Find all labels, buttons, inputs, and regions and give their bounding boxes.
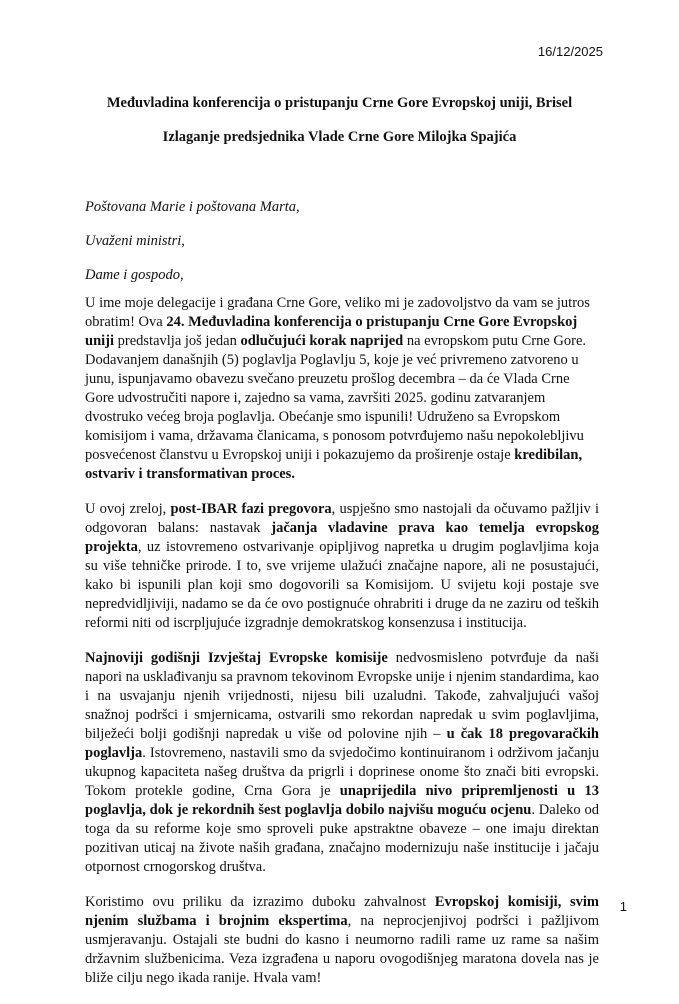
salutation-1: Poštovana Marie i poštovana Marta,	[85, 199, 300, 215]
text-run: , uspješno smo nastojali da očuvamo pažljiv i odgovoran balans: nastavak	[85, 501, 599, 536]
paragraph	[85, 893, 599, 988]
text-run: Koristimo ovu priliku da izrazimo duboku zahvalnost	[85, 894, 435, 910]
bold-text: kredibilan, ostvariv i transformativan proces.	[85, 447, 583, 482]
bold-text: Najnoviji godišnji Izvještaj Evropske komisije	[85, 650, 388, 666]
bold-text: jačanja vladavine prava kao temelja evropskog projekta	[85, 520, 599, 555]
text-run: na evropskom putu Crne Gore. Dodavanjem današnjih (5) poglavlja Poglavlju 5, koje je već privremeno zatvoreno u junu, ispunjavamo obavezu svečano preuzetu prošlog decembra – da će Vlada Crne Gore udvostručiti napore i, zajedno sa vama, završiti 2025. godinu zatvaranjem dvostruko većeg broja poglavlja. Obećanje smo ispunili! Udruženo sa Evropskom komisijom i vama, državama članicama, s ponosom potvrđujemo našu nepokolebljivu posvećenost članstvu u Evropskoj uniji i pokazujemo da proširenje ostaje	[85, 333, 587, 463]
text-run: U ovoj zreloj,	[85, 501, 171, 517]
document-title: Međuvladina konferencija o pristupanju Crne Gore Evropskoj uniji, Brisel	[106, 95, 573, 111]
bold-text: 24. Međuvladina konferencija o pristupanju Crne Gore Evropskoj uniji	[85, 314, 578, 349]
bold-text: odlučujući korak naprijed	[240, 333, 404, 349]
document-body	[85, 294, 599, 1004]
text-run: . Daleko od toga da su reforme koje smo sproveli puke apstraktne obaveze – one imaju direktan pozitivan uticaj na živote naših građana, značajno modernizuju naše institucije i jačaju otpornost crnogorskog društva.	[85, 802, 599, 875]
text-run: predstavlja još jedan	[114, 333, 241, 349]
text-run: . Istovremeno, nastavili smo da svjedočimo kontinuiranom i održivom jačanju ukupnog kapaciteta našeg društva da prigrli i doprinese onome što znači biti evropski. Tokom protekle godine, Crna Gora je	[85, 745, 599, 799]
salutation-3: Dame i gospodo,	[85, 267, 184, 283]
bold-text: post-IBAR fazi pregovora	[170, 501, 332, 517]
text-run: U ime moje delegacije i građana Crne Gore, veliko mi je zadovoljstvo da vam se jutros obratim! Ova	[85, 295, 590, 330]
page-number: 1	[619, 899, 627, 914]
text-run: nedvosmisleno potvrđuje da naši napori na usklađivanju sa pravnom tekovinom Evropske unije i njenim standardima, kao i na usvajanju njenih vrijednosti, nijesu bili uzaludni. Takođe, zahvaljujući vašoj snažnoj podršci i smjernicama, ostvarili smo rekordan napredak u svim poglavljima, bilježeći bolji godišnji napredak u više od polovine njih –	[85, 650, 599, 742]
document-date: 16/12/2025	[537, 44, 603, 59]
paragraph	[85, 500, 599, 633]
bold-text: u čak 18 pregovaračkih poglavlja	[85, 726, 599, 761]
salutation-2: Uvaženi ministri,	[85, 233, 185, 249]
bold-text: unaprijedila nivo pripremljenosti u 13 poglavlja, dok je rekordnih šest poglavlja dobilo najvišu moguću ocjenu	[85, 783, 600, 818]
document-subtitle: Izlaganje predsjednika Vlade Crne Gore Milojka Spajića	[162, 129, 517, 145]
paragraph	[85, 294, 599, 484]
paragraph	[85, 649, 599, 877]
bold-text: Evropskoj komisiji, svim njenim službama i brojnim ekspertima	[85, 894, 599, 929]
text-run: , na neprocjenjivoj podršci i pažljivom usmjeravanju. Ostajali ste budni do kasno i neumorno radili rame uz rame sa našim državnim službenicima. Veza izgrađena u naporu ovogodišnjeg maratona dovela nas je bliže cilju nego ikada ranije. Hvala vam!	[85, 913, 599, 986]
text-run: , uz istovremeno ostvarivanje opipljivog napretka u drugim poglavljima koja su više tehničke prirode. I to, sve vrijeme ulažući značajne napore, ali ne posustajući, kako bi ispunili plan koji smo dogovorili sa Komisijom. U svijetu koji postaje sve nepredvidljiviji, nadamo se da će ovo postignuće ohrabriti i druge da ne zaziru od teških reformi niti od iscrpljujuće izgradnje demokratskog konsenzusa i institucija.	[85, 539, 599, 631]
